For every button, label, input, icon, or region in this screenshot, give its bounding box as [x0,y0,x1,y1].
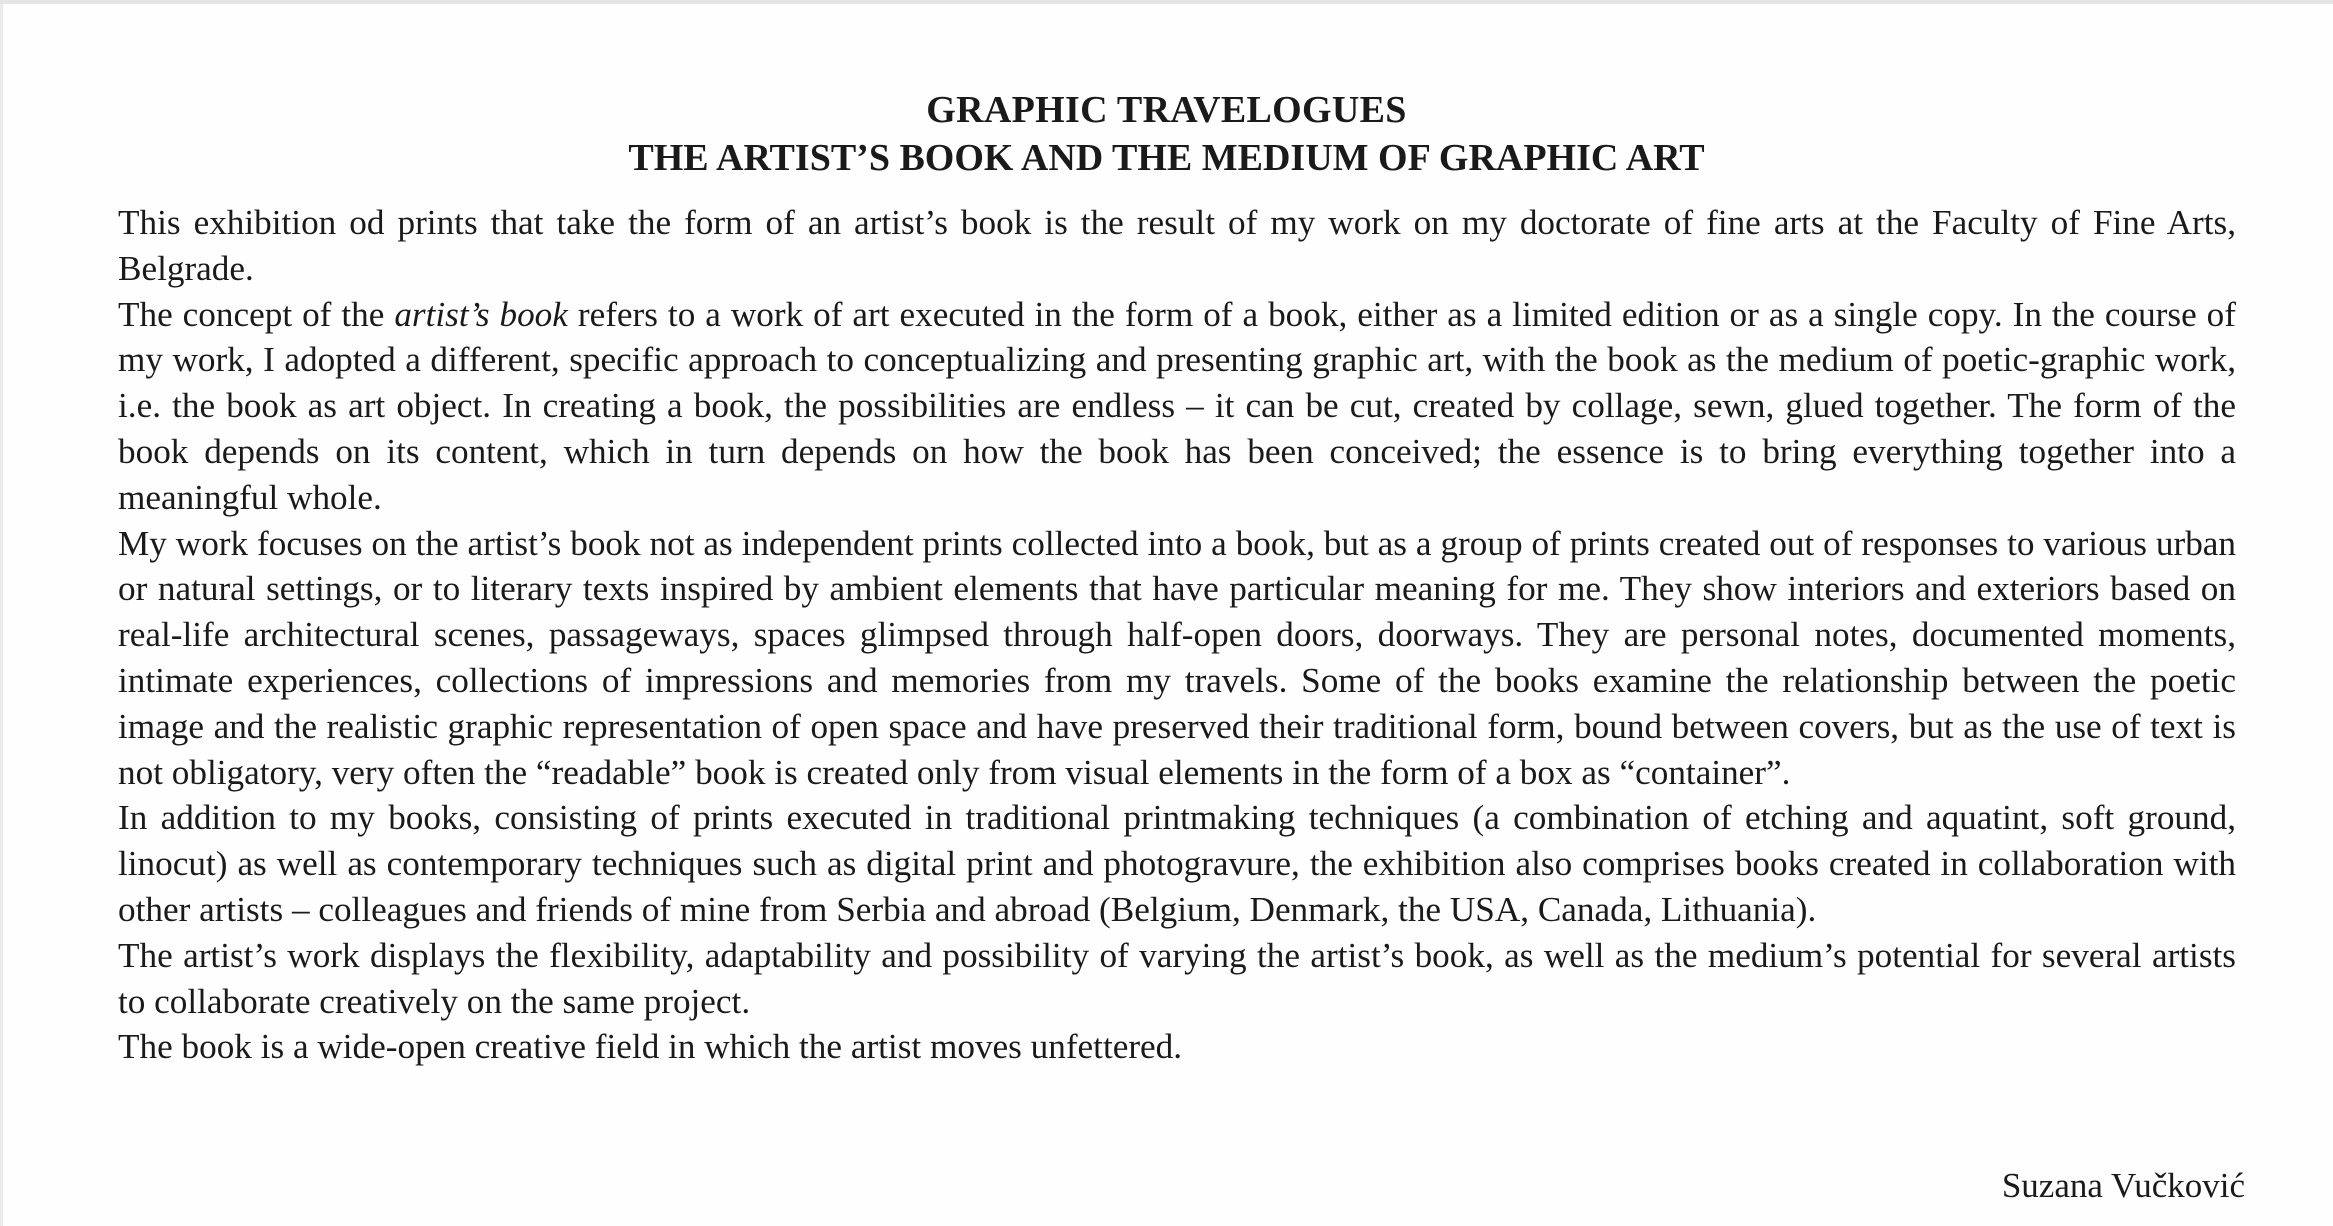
paragraph-2-lead: The concept of the [118,294,395,334]
artists-book-term: artist’s book [394,294,568,334]
paragraph-3: My work focuses on the artist’s book not as independent prints collected into a book, but as a group of prints created out of responses to various urban or natural settings, or to literary texts inspired by ambient elements that have particular meaning for me. They show interiors and exteriors based on real-life architectural scenes, passageways, spaces glimpsed through half-open doors, doorways. They are personal notes, documented moments, intimate experiences, collections of impressions and memories from my travels. Some of the books examine the relationship between the poetic image and the realistic graphic representation of open space and have preserved their traditional form, bound between covers, but as the use of text is not obligatory, very often the “readable” book is created only from visual elements in the form of a box as “container”. [118,523,2236,792]
page-edge [0,4,3,1226]
paragraph-4: In addition to my books, consisting of prints executed in traditional printmaking techniques (a combination of etching and aquatint, soft ground, linocut) as well as contemporary techniques such as digital print and photogravure, the exhibition also comprises books created in collaboration with other artists – colleagues and friends of mine from Serbia and abroad (Belgium, Denmark, the USA, Canada, Lithuania). [118,798,2236,929]
document-title: GRAPHIC TRAVELOGUES [926,89,1407,131]
document-body [118,200,2236,1070]
paragraph-6: The book is a wide-open creative field in which the artist moves unfettered. [118,1027,1183,1067]
document-subtitle: THE ARTIST’S BOOK AND THE MEDIUM OF GRAPHIC ART [628,137,1705,179]
paragraph-2 [118,292,2236,521]
author-signature: Suzana Vučković [2001,1166,2245,1205]
paragraph-5: The artist’s work displays the flexibility, adaptability and possibility of varying the artist’s book, as well as the medium’s potential for several artists to collaborate creatively on the same project. [118,935,2236,1021]
paragraph-1: This exhibition od prints that take the form of an artist’s book is the result of my work on my doctorate of fine arts at the Faculty of Fine Arts, Belgrade. [118,203,2236,288]
paragraph-2-rest: refers to a work of art executed in the form of a book, either as a limited edition or as a single copy. In the course of my work, I adopted a different, specific approach to conceptualizing and presenting graphic art, with the book as the medium of poetic-graphic work, i.e. the book as art object. In creating a book, the possibilities are endless – it can be cut, created by collage, sewn, glued together. The form of the book depends on its content, which in turn depends on how the book has been conceived; the essence is to bring everything together into a meaningful whole. [118,294,2236,517]
